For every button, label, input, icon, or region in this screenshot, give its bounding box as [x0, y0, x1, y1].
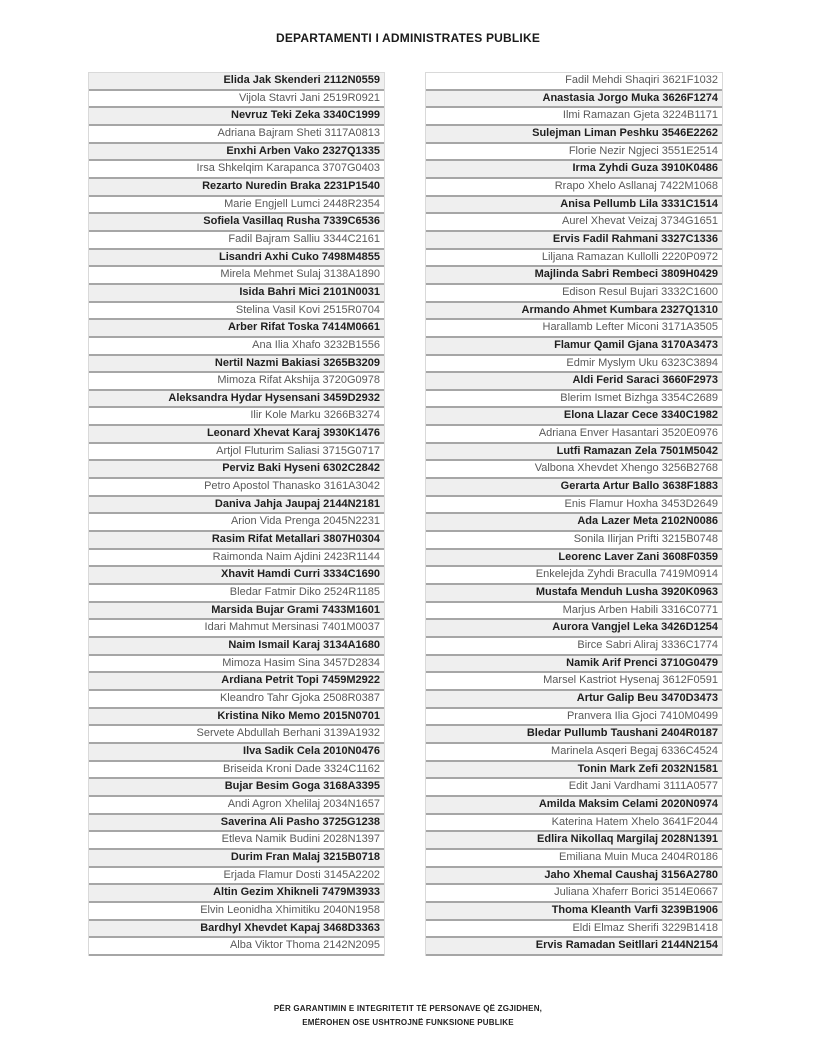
- list-item: Andi Agron Xhelilaj 2034N1657: [89, 797, 384, 815]
- list-item: Kleandro Tahr Gjoka 2508R0387: [89, 691, 384, 709]
- list-item: Marjus Arben Habili 3316C0771: [426, 603, 722, 621]
- list-item: Erjada Flamur Dosti 3145A2202: [89, 868, 384, 886]
- list-item: Adriana Enver Hasantari 3520E0976: [426, 426, 722, 444]
- list-item: Juliana Xhaferr Borici 3514E0667: [426, 885, 722, 903]
- list-item: Enxhi Arben Vako 2327Q1335: [89, 144, 384, 162]
- list-item: Adriana Bajram Sheti 3117A0813: [89, 126, 384, 144]
- list-item: Marsel Kastriot Hysenaj 3612F0591: [426, 673, 722, 691]
- list-item: Saverina Ali Pasho 3725G1238: [89, 815, 384, 833]
- list-item: Naim Ismail Karaj 3134A1680: [89, 638, 384, 656]
- list-item: Isida Bahri Mici 2101N0031: [89, 285, 384, 303]
- list-item: Sofiela Vasillaq Rusha 7339C6536: [89, 214, 384, 232]
- list-item: Edlira Nikollaq Margilaj 2028N1391: [426, 832, 722, 850]
- list-item: Aurora Vangjel Leka 3426D1254: [426, 620, 722, 638]
- list-item: Daniva Jahja Jaupaj 2144N2181: [89, 497, 384, 515]
- list-item: Petro Apostol Thanasko 3161A3042: [89, 479, 384, 497]
- list-item: Ervis Ramadan Seitllari 2144N2154: [426, 938, 722, 956]
- list-item: Servete Abdullah Berhani 3139A1932: [89, 726, 384, 744]
- list-item: Aldi Ferid Saraci 3660F2973: [426, 373, 722, 391]
- list-item: Eldi Elmaz Sherifi 3229B1418: [426, 921, 722, 939]
- list-item: Ada Lazer Meta 2102N0086: [426, 514, 722, 532]
- list-item: Aurel Xhevat Veizaj 3734G1651: [426, 214, 722, 232]
- list-item: Mirela Mehmet Sulaj 3138A1890: [89, 267, 384, 285]
- list-item: Fadil Bajram Salliu 3344C2161: [89, 232, 384, 250]
- names-column-left: [88, 72, 385, 956]
- list-item: Edit Jani Vardhami 3111A0577: [426, 779, 722, 797]
- list-item: Florie Nezir Ngjeci 3551E2514: [426, 144, 722, 162]
- list-item: Nevruz Teki Zeka 3340C1999: [89, 108, 384, 126]
- list-item: Thoma Kleanth Varfi 3239B1906: [426, 903, 722, 921]
- list-item: Bardhyl Xhevdet Kapaj 3468D3363: [89, 921, 384, 939]
- list-item: Gerarta Artur Ballo 3638F1883: [426, 479, 722, 497]
- list-item: Ilva Sadik Cela 2010N0476: [89, 744, 384, 762]
- list-item: Marinela Asqeri Begaj 6336C4524: [426, 744, 722, 762]
- list-item: Artjol Fluturim Saliasi 3715G0717: [89, 444, 384, 462]
- list-item: Tonin Mark Zefi 2032N1581: [426, 762, 722, 780]
- list-item: Katerina Hatem Xhelo 3641F2044: [426, 815, 722, 833]
- list-item: Aleksandra Hydar Hysensani 3459D2932: [89, 391, 384, 409]
- list-item: Mustafa Menduh Lusha 3920K0963: [426, 585, 722, 603]
- list-item: Valbona Xhevdet Xhengo 3256B2768: [426, 461, 722, 479]
- list-item: Sulejman Liman Peshku 3546E2262: [426, 126, 722, 144]
- list-item: Blerim Ismet Bizhga 3354C2689: [426, 391, 722, 409]
- list-item: Rasim Rifat Metallari 3807H0304: [89, 532, 384, 550]
- list-item: Emiliana Muin Muca 2404R0186: [426, 850, 722, 868]
- list-item: Leonard Xhevat Karaj 3930K1476: [89, 426, 384, 444]
- list-item: Bledar Pullumb Taushani 2404R0187: [426, 726, 722, 744]
- list-item: Alba Viktor Thoma 2142N2095: [89, 938, 384, 956]
- list-item: Edison Resul Bujari 3332C1600: [426, 285, 722, 303]
- list-item: Vijola Stavri Jani 2519R0921: [89, 91, 384, 109]
- page-title: DEPARTAMENTI I ADMINISTRATES PUBLIKE: [275, 31, 541, 45]
- list-item: Xhavit Hamdi Curri 3334C1690: [89, 567, 384, 585]
- list-item: Perviz Baki Hyseni 6302C2842: [89, 461, 384, 479]
- list-item: Rrapo Xhelo Asllanaj 7422M1068: [426, 179, 722, 197]
- footer-line-2: EMËROHEN OSE USHTROJNË FUNKSIONE PUBLIKE: [302, 1018, 514, 1027]
- list-item: Etleva Namik Budini 2028N1397: [89, 832, 384, 850]
- list-item: Bujar Besim Goga 3168A3395: [89, 779, 384, 797]
- list-item: Ardiana Petrit Topi 7459M2922: [89, 673, 384, 691]
- list-item: Altin Gezim Xhikneli 7479M3933: [89, 885, 384, 903]
- list-item: Majlinda Sabri Rembeci 3809H0429: [426, 267, 722, 285]
- list-item: Arber Rifat Toska 7414M0661: [89, 320, 384, 338]
- list-item: Enis Flamur Hoxha 3453D2649: [426, 497, 722, 515]
- list-item: Stelina Vasil Kovi 2515R0704: [89, 303, 384, 321]
- list-item: Jaho Xhemal Caushaj 3156A2780: [426, 868, 722, 886]
- list-item: Irsa Shkelqim Karapanca 3707G0403: [89, 161, 384, 179]
- list-item: Nertil Nazmi Bakiasi 3265B3209: [89, 356, 384, 374]
- list-item: Ilmi Ramazan Gjeta 3224B1171: [426, 108, 722, 126]
- list-item: Mimoza Rifat Akshija 3720G0978: [89, 373, 384, 391]
- list-item: Pranvera Ilia Gjoci 7410M0499: [426, 709, 722, 727]
- list-item: Enkelejda Zyhdi Braculla 7419M0914: [426, 567, 722, 585]
- list-item: Fadil Mehdi Shaqiri 3621F1032: [426, 73, 722, 91]
- list-item: Harallamb Lefter Miconi 3171A3505: [426, 320, 722, 338]
- list-item: Armando Ahmet Kumbara 2327Q1310: [426, 303, 722, 321]
- footer-note: [0, 1002, 816, 1030]
- list-item: Rezarto Nuredin Braka 2231P1540: [89, 179, 384, 197]
- list-item: Edmir Myslym Uku 6323C3894: [426, 356, 722, 374]
- list-item: Briseida Kroni Dade 3324C1162: [89, 762, 384, 780]
- list-item: Ana Ilia Xhafo 3232B1556: [89, 338, 384, 356]
- list-item: Mimoza Hasim Sina 3457D2834: [89, 656, 384, 674]
- list-item: Elvin Leonidha Xhimitiku 2040N1958: [89, 903, 384, 921]
- list-item: Lisandri Axhi Cuko 7498M4855: [89, 250, 384, 268]
- list-item: Birce Sabri Aliraj 3336C1774: [426, 638, 722, 656]
- list-item: Idari Mahmut Mersinasi 7401M0037: [89, 620, 384, 638]
- list-item: Marie Engjell Lumci 2448R2354: [89, 197, 384, 215]
- list-item: Artur Galip Beu 3470D3473: [426, 691, 722, 709]
- list-item: Bledar Fatmir Diko 2524R1185: [89, 585, 384, 603]
- list-item: Elona Llazar Cece 3340C1982: [426, 408, 722, 426]
- list-item: Leorenc Laver Zani 3608F0359: [426, 550, 722, 568]
- list-item: Ilir Kole Marku 3266B3274: [89, 408, 384, 426]
- list-item: Amilda Maksim Celami 2020N0974: [426, 797, 722, 815]
- list-item: Sonila Ilirjan Prifti 3215B0748: [426, 532, 722, 550]
- list-item: Ervis Fadil Rahmani 3327C1336: [426, 232, 722, 250]
- list-item: Anisa Pellumb Lila 3331C1514: [426, 197, 722, 215]
- list-item: Kristina Niko Memo 2015N0701: [89, 709, 384, 727]
- list-item: Namik Arif Prenci 3710G0479: [426, 656, 722, 674]
- names-column-right: [425, 72, 723, 956]
- list-item: Durim Fran Malaj 3215B0718: [89, 850, 384, 868]
- list-item: Marsida Bujar Grami 7433M1601: [89, 603, 384, 621]
- list-item: Lutfi Ramazan Zela 7501M5042: [426, 444, 722, 462]
- footer-line-1: PËR GARANTIMIN E INTEGRITETIT TË PERSONAVE QË ZGJIDHEN,: [273, 1004, 543, 1013]
- list-item: Irma Zyhdi Guza 3910K0486: [426, 161, 722, 179]
- list-item: Flamur Qamil Gjana 3170A3473: [426, 338, 722, 356]
- list-item: Raimonda Naim Ajdini 2423R1144: [89, 550, 384, 568]
- list-item: Elida Jak Skenderi 2112N0559: [89, 73, 384, 91]
- list-item: Arion Vida Prenga 2045N2231: [89, 514, 384, 532]
- list-item: Anastasia Jorgo Muka 3626F1274: [426, 91, 722, 109]
- list-item: Liljana Ramazan Kullolli 2220P0972: [426, 250, 722, 268]
